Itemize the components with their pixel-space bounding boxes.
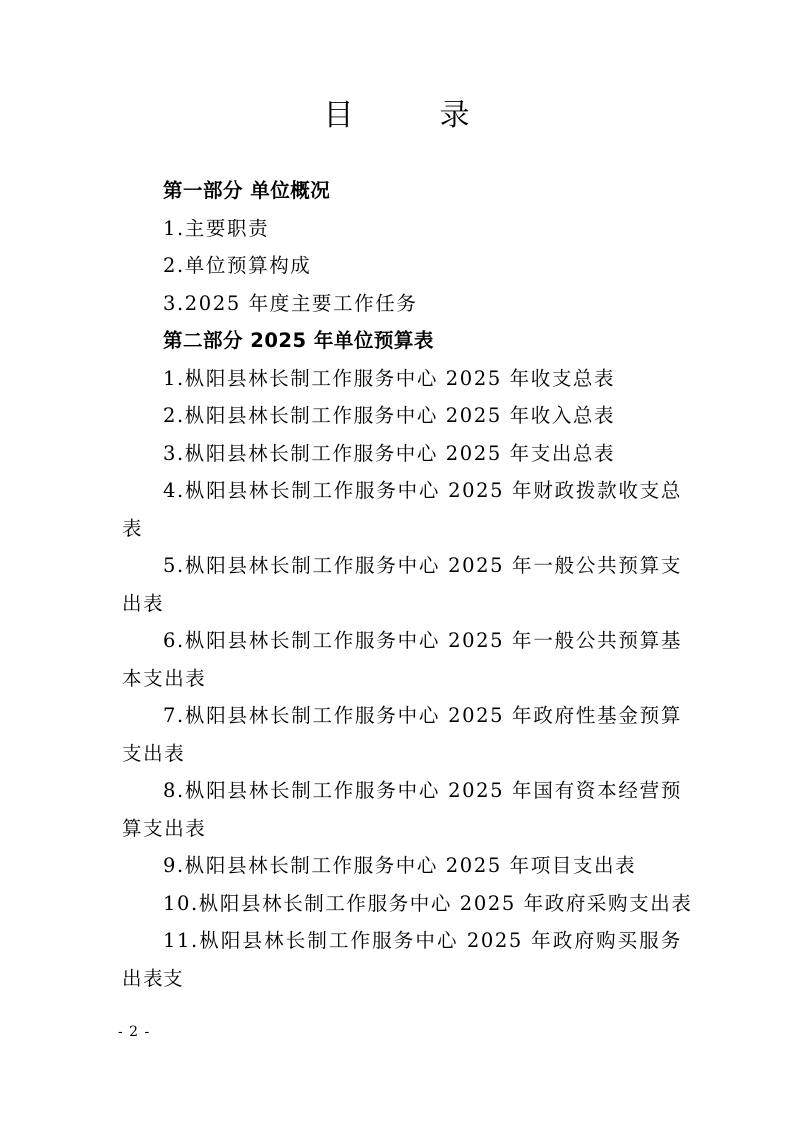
section-heading-2: 第二部分 2025 年单位预算表 [163,329,434,352]
toc-item-2-3: 3.枞阳县林长制工作服务中心 2025 年支出总表 [163,441,616,465]
toc-item-2-6: 6.枞阳县林长制工作服务中心 2025 年一般公共预算基 [163,629,682,652]
toc-item-2-11: 11.枞阳县林长制工作服务中心 2025 年政府购买服务支 [163,929,682,990]
toc-item-2-5-cont: 出表 [122,591,165,615]
toc-item-2-4: 4.枞阳县林长制工作服务中心 2025 年财政拨款收支总 [163,479,682,502]
toc-item-2-10: 10.枞阳县林长制工作服务中心 2025 年政府采购支出表 [163,891,693,915]
toc-item-2-9: 9.枞阳县林长制工作服务中心 2025 年项目支出表 [163,854,637,877]
toc-item-2-1: 1.枞阳县林长制工作服务中心 2025 年收支总表 [163,366,616,390]
toc-item-1-2: 2.单位预算构成 [163,254,312,277]
toc-item-1-3: 3.2025 年度主要工作任务 [163,291,418,315]
page-title: 目 录 [323,98,498,133]
toc-item-1-1: 1.主要职责 [163,216,270,240]
toc-item-2-6-cont: 本支出表 [122,666,207,690]
toc-item-2-8-cont: 算支出表 [122,816,207,840]
toc-item-2-2: 2.枞阳县林长制工作服务中心 2025 年收入总表 [163,404,616,427]
table-of-contents [122,172,693,997]
toc-item-2-4-cont: 表 [122,516,144,540]
section-heading-1: 第一部分 单位概况 [163,179,331,202]
toc-item-2-8: 8.枞阳县林长制工作服务中心 2025 年国有资本经营预 [163,779,682,802]
toc-item-2-5: 5.枞阳县林长制工作服务中心 2025 年一般公共预算支 [163,554,682,577]
page-number: - 2 - [118,1024,151,1040]
toc-item-2-7: 7.枞阳县林长制工作服务中心 2025 年政府性基金预算 [163,704,682,727]
toc-item-2-7-cont: 支出表 [122,741,186,765]
toc-item-2-11-cont: 出表 [122,966,165,990]
